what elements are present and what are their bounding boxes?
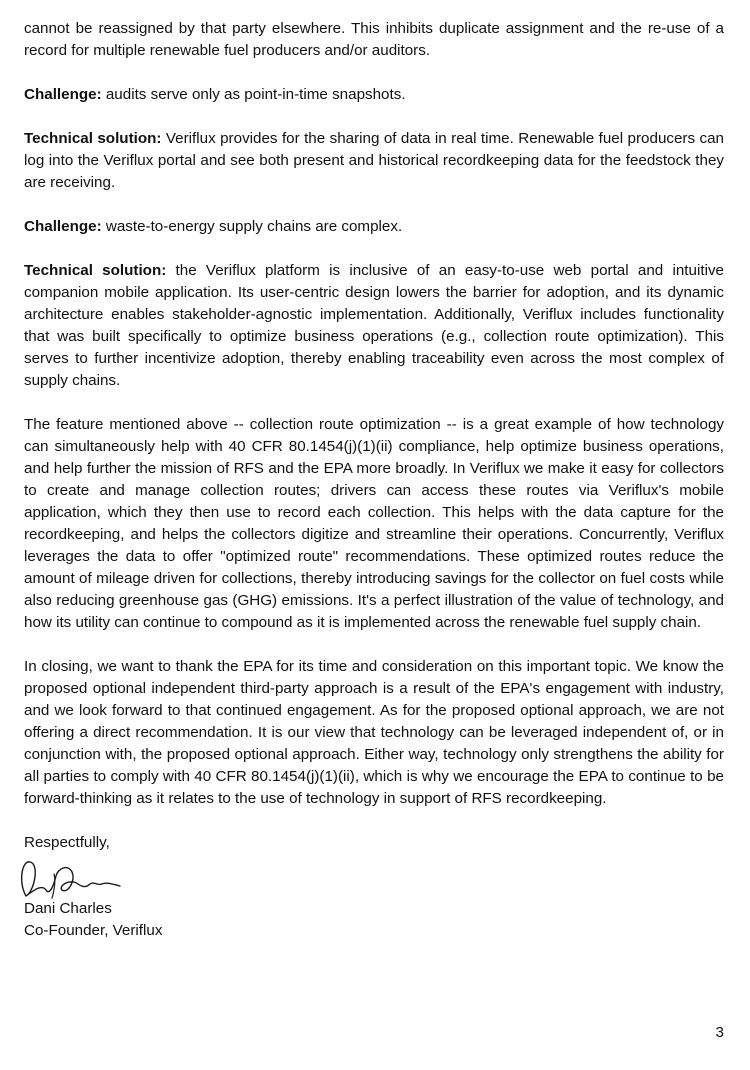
salutation: Respectfully, [24,834,110,851]
technical-solution-label: Technical solution: [24,262,167,279]
paragraph-text: Veriflux provides for the sharing of data in real time. Renewable fuel producers can log into the Veriflux portal and see both present and historical recordkeeping data for the feedstock they are receiving. [24,130,724,191]
paragraph-reassignment [24,18,724,62]
signer-title: Co-Founder, Veriflux [24,922,163,939]
page-number: 3 [715,1024,724,1041]
paragraph-text: cannot be reassigned by that party elsewhere. This inhibits duplicate assignment and the re-use of a record for multiple renewable fuel producers and/or auditors. [24,20,724,59]
paragraph-text: audits serve only as point-in-time snapshots. [101,86,406,103]
document-page [24,18,724,942]
paragraph-closing [24,656,724,810]
challenge-label: Challenge: [24,86,102,103]
paragraph-solution-platform [24,260,724,392]
paragraph-challenge-supply-chains [24,216,724,238]
handwritten-signature [16,854,128,902]
paragraph-text: waste-to-energy supply chains are complex. [101,218,403,235]
paragraph-route-optimization [24,414,724,634]
paragraph-solution-realtime [24,128,724,194]
signature-block [24,832,724,942]
technical-solution-label: Technical solution: [24,130,162,147]
signer-name: Dani Charles [24,900,112,917]
paragraph-challenge-snapshots [24,84,724,106]
challenge-label: Challenge: [24,218,102,235]
paragraph-text: The feature mentioned above -- collection route optimization -- is a great example of how technology can simultaneously help with 40 CFR 80.1454(j)(1)(ii) compliance, help optimize business operations, and help further the mission of RFS and the EPA more broadly. In Veriflux we make it easy for collectors to create and manage collection routes; drivers can access these routes via Veriflux's mobile application, which they then use to record each collection. This helps with the data capture for the recordkeeping, and helps the collectors digitize and streamline their operations. Concurrently, Veriflux leverages the data to offer "optimized route" recommendations. These optimized routes reduce the amount of mileage driven for collections, thereby introducing savings for the collector on fuel costs while also reducing greenhouse gas (GHG) emissions. It's a perfect illustration of the value of technology, and how its utility can continue to compound as it is implemented across the renewable fuel supply chain. [24,416,724,631]
paragraph-text: In closing, we want to thank the EPA for its time and consideration on this important topic. We know the proposed optional independent third-party approach is a result of the EPA's engagement with industry, and we look forward to that continued engagement. As for the proposed optional approach, we are not offering a direct recommendation. It is our view that technology can be leveraged independent of, or in conjunction with, the proposed optional approach. Either way, technology only strengthens the ability for all parties to comply with 40 CFR 80.1454(j)(1)(ii), which is why we encourage the EPA to continue to be forward-thinking as it relates to the use of technology in support of RFS recordkeeping. [24,658,724,807]
paragraph-text: the Veriflux platform is inclusive of an easy-to-use web portal and intuitive companion mobile application. Its user-centric design lowers the barrier for adoption, and its dynamic architecture enables stakeholder-agnostic implementation. Additionally, Veriflux includes functionality that was built specifically to optimize business operations (e.g., collection route optimization). This serves to further incentivize adoption, thereby enabling traceability even across the most complex of supply chains. [24,262,724,389]
